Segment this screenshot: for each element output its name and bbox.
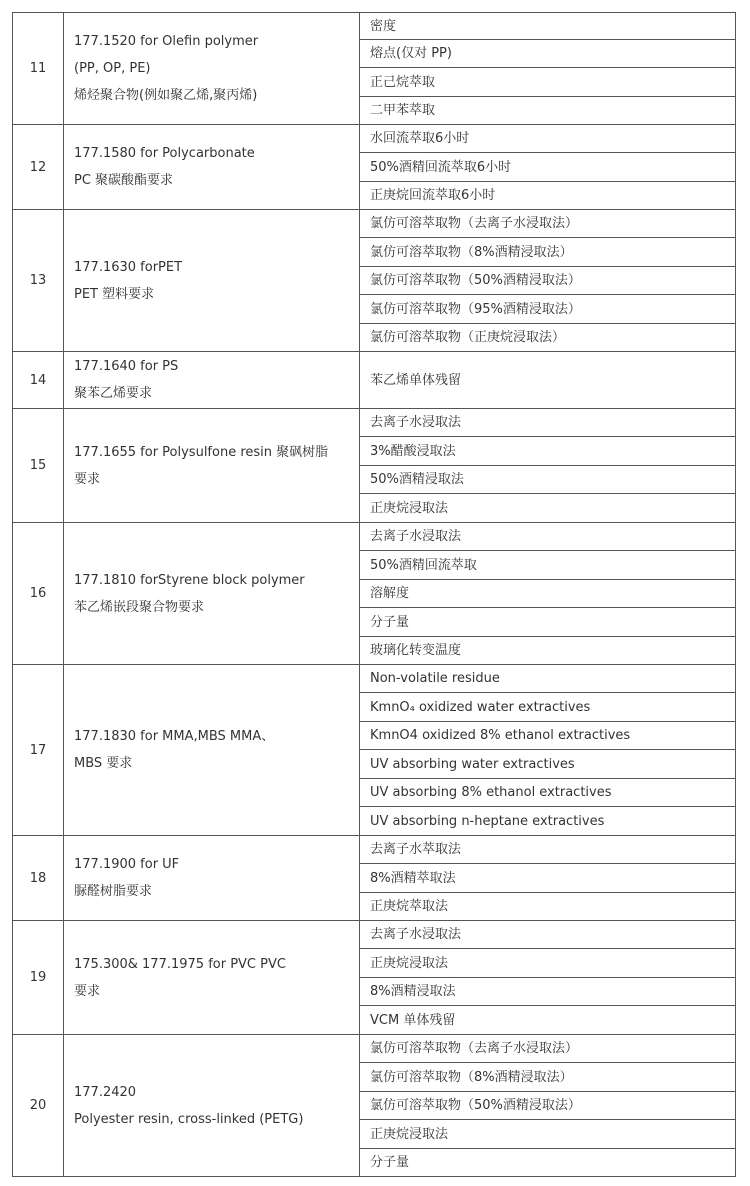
requirement-cell: Non-volatile residue — [360, 665, 736, 693]
requirement-cell: 氯仿可溶萃取物（去离子水浸取法） — [360, 1035, 736, 1063]
standard-line: 177.1830 for MMA,MBS MMA、 — [74, 729, 275, 744]
requirement-cell: UV absorbing n-heptane extractives — [360, 807, 736, 836]
requirement-cell: 水回流萃取6小时 — [360, 125, 736, 153]
standard-cell — [64, 13, 360, 125]
standard-line: 175.300& 177.1975 for PVC PVC — [74, 956, 286, 972]
requirement-cell: 50%酒精回流萃取6小时 — [360, 153, 736, 182]
requirement-cell: 去离子水萃取法 — [360, 836, 736, 864]
item-number: 11 — [13, 13, 64, 125]
requirement-cell: 8%酒精萃取法 — [360, 864, 736, 893]
table-row — [13, 1035, 736, 1063]
standard-line: PET 塑料要求 — [74, 286, 155, 302]
standard-line: 177.2420 — [74, 1084, 137, 1100]
regulation-table — [12, 12, 736, 1177]
standard-line: 177.1900 for UF — [74, 857, 180, 872]
table-row — [13, 409, 736, 437]
table-row — [13, 352, 736, 409]
requirement-cell: UV absorbing water extractives — [360, 750, 736, 779]
standard-cell — [64, 125, 360, 210]
standard-line: (PP, OP, PE) — [74, 61, 151, 76]
requirement-cell: 分子量 — [360, 1149, 736, 1177]
requirement-cell: 正庚烷浸取法 — [360, 1120, 736, 1149]
standard-cell — [64, 665, 360, 836]
table-row — [13, 836, 736, 864]
standard-line: 脲醛树脂要求 — [74, 884, 153, 899]
requirement-cell: 去离子水浸取法 — [360, 921, 736, 949]
requirement-cell: VCM 单体残留 — [360, 1006, 736, 1035]
standard-cell — [64, 836, 360, 921]
standard-line: 177.1630 forPET — [74, 259, 183, 275]
table-row — [13, 921, 736, 949]
standard-line: Polyester resin, cross-linked (PETG) — [74, 1111, 304, 1127]
table-row — [13, 523, 736, 551]
table-row — [13, 210, 736, 238]
standard-line: 177.1580 for Polycarbonate — [74, 146, 255, 161]
table-row — [13, 125, 736, 153]
item-number: 16 — [13, 523, 64, 665]
requirement-cell: 密度 — [360, 13, 736, 40]
standard-cell — [64, 352, 360, 409]
standard-line: 177.1640 for PS — [74, 359, 179, 374]
table-row — [13, 13, 736, 40]
requirement-cell: 正庚烷浸取法 — [360, 494, 736, 523]
item-number: 19 — [13, 921, 64, 1035]
standard-cell — [64, 1035, 360, 1177]
requirement-cell: 去离子水浸取法 — [360, 409, 736, 437]
requirement-cell: 分子量 — [360, 608, 736, 637]
requirement-cell: 8%酒精浸取法 — [360, 978, 736, 1006]
requirement-cell: 正庚烷浸取法 — [360, 949, 736, 978]
standard-line: MBS 要求 — [74, 756, 133, 771]
requirement-cell: 去离子水浸取法 — [360, 523, 736, 551]
standard-line: 177.1810 forStyrene block polymer — [74, 572, 305, 588]
item-number: 20 — [13, 1035, 64, 1177]
item-number: 12 — [13, 125, 64, 210]
requirement-cell: KmnO4 oxidized 8% ethanol extractives — [360, 722, 736, 750]
requirement-cell: KmnO₄ oxidized water extractives — [360, 693, 736, 722]
requirement-cell: 正庚烷回流萃取6小时 — [360, 182, 736, 210]
requirement-cell: UV absorbing 8% ethanol extractives — [360, 779, 736, 807]
standard-line: 苯乙烯嵌段聚合物要求 — [74, 599, 205, 615]
requirement-cell: 熔点(仅对 PP) — [360, 40, 736, 68]
item-number: 15 — [13, 409, 64, 523]
requirement-cell: 氯仿可溶萃取物（95%酒精浸取法） — [360, 295, 736, 324]
standard-line: 烯烃聚合物(例如聚乙烯,聚丙烯) — [74, 88, 258, 103]
standard-line: 177.1655 for Polysulfone resin 聚砜树脂 — [74, 444, 329, 460]
standard-line: PC 聚碳酸酯要求 — [74, 173, 174, 188]
requirement-cell: 溶解度 — [360, 580, 736, 608]
standard-cell — [64, 409, 360, 523]
requirement-cell: 二甲苯萃取 — [360, 97, 736, 125]
requirement-cell: 氯仿可溶萃取物（50%酒精浸取法） — [360, 267, 736, 295]
requirement-cell: 玻璃化转变温度 — [360, 637, 736, 665]
requirement-cell: 50%酒精浸取法 — [360, 466, 736, 494]
standard-line: 要求 — [74, 983, 101, 999]
requirement-cell: 50%酒精回流萃取 — [360, 551, 736, 580]
item-number: 18 — [13, 836, 64, 921]
requirement-cell: 正庚烷萃取法 — [360, 893, 736, 921]
table-row — [13, 665, 736, 693]
regulation-table-body — [13, 13, 736, 1177]
standard-cell — [64, 523, 360, 665]
requirement-cell: 氯仿可溶萃取物（去离子水浸取法） — [360, 210, 736, 238]
requirement-cell: 氯仿可溶萃取物（50%酒精浸取法） — [360, 1092, 736, 1120]
requirement-cell: 氯仿可溶萃取物（8%酒精浸取法） — [360, 1063, 736, 1092]
requirement-cell: 氯仿可溶萃取物（8%酒精浸取法） — [360, 238, 736, 267]
standard-line: 177.1520 for Olefin polymer — [74, 34, 259, 49]
item-number: 13 — [13, 210, 64, 352]
standard-cell — [64, 210, 360, 352]
requirement-cell: 苯乙烯单体残留 — [360, 352, 736, 409]
standard-line: 聚苯乙烯要求 — [74, 386, 153, 401]
item-number: 14 — [13, 352, 64, 409]
requirement-cell: 正己烷萃取 — [360, 68, 736, 97]
requirement-cell: 氯仿可溶萃取物（正庚烷浸取法） — [360, 324, 736, 352]
requirement-cell: 3%醋酸浸取法 — [360, 437, 736, 466]
item-number: 17 — [13, 665, 64, 836]
standard-line: 要求 — [74, 471, 101, 487]
standard-cell — [64, 921, 360, 1035]
